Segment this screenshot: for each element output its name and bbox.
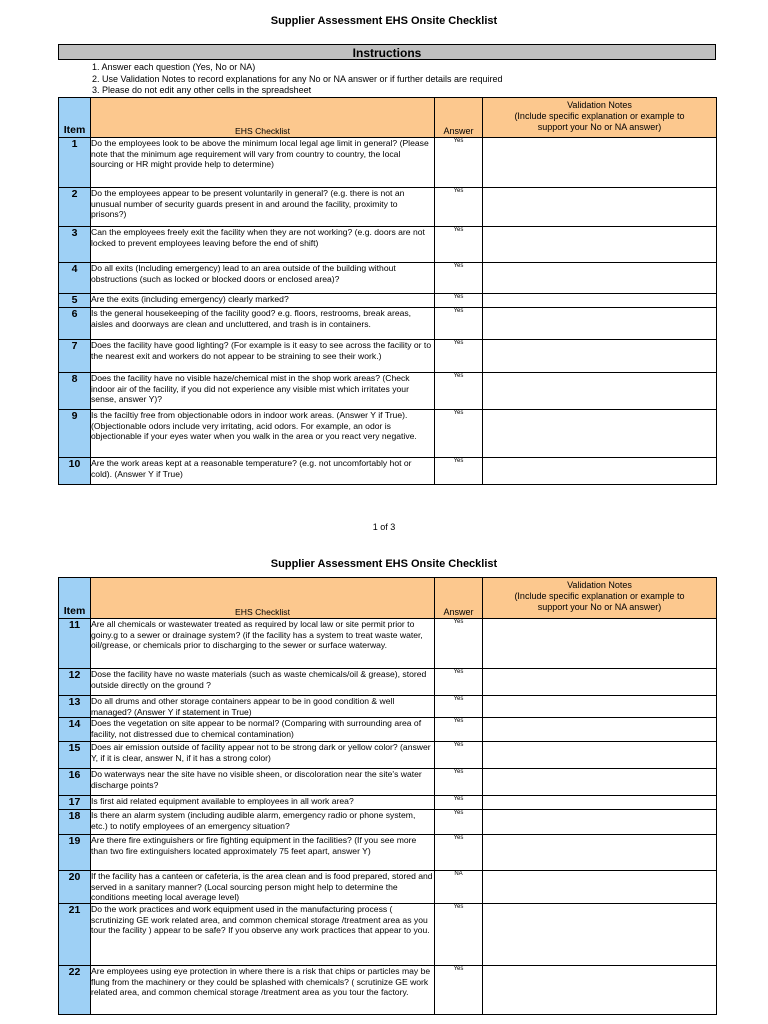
item-number: 15 [59,742,91,769]
item-number: 21 [59,904,91,966]
table-row [59,696,717,718]
checklist-question: Does air emission outside of facility appear not to be strong dark or yellow color? (answer Y, if it is clear, answer N, if it has a strong color) [91,742,435,769]
answer-cell[interactable]: Yes [435,227,483,263]
header-notes-line: Validation Notes [567,580,632,590]
validation-notes-cell[interactable] [483,669,717,696]
answer-cell[interactable]: Yes [435,742,483,769]
instructions-heading: Instructions [58,44,716,60]
validation-notes-cell[interactable] [483,263,717,294]
table-header-row [59,578,717,619]
header-answer: Answer [435,578,483,619]
instruction-line: 3. Please do not edit any other cells in the spreadsheet [92,85,312,95]
answer-cell[interactable]: Yes [435,718,483,742]
checklist-question: Is the faciltiy free from objectionable odors in indoor work areas. (Answer Y if True). (Objectionable odors include very irritating, acid odors. For example, an odor is objectionable if your eyes water when you walk in the area or you react very negative. [91,410,435,458]
item-number: 17 [59,796,91,810]
checklist-table-page2 [58,577,717,1015]
item-number: 22 [59,966,91,1015]
table-row [59,410,717,458]
validation-notes-cell[interactable] [483,188,717,227]
header-notes-line: support your No or NA answer) [537,122,662,132]
validation-notes-cell[interactable] [483,966,717,1015]
table-row [59,742,717,769]
checklist-question: Are the work areas kept at a reasonable temperature? (e.g. not uncomfortably hot or cold). (Answer Y if True) [91,458,435,485]
item-number: 14 [59,718,91,742]
header-validation-notes [483,578,717,619]
validation-notes-cell[interactable] [483,308,717,340]
validation-notes-cell[interactable] [483,373,717,410]
validation-notes-cell[interactable] [483,871,717,904]
table-row [59,619,717,669]
checklist-question: Are all chemicals or wastewater treated as required by local law or site permit prior to goiny.g to a sewer or drainage system? (if the facility has a system to treat waste water, oil/grease, or chemicals prior to discharging to the sewer or surface waterway. [91,619,435,669]
item-number: 6 [59,308,91,340]
validation-notes-cell[interactable] [483,796,717,810]
table-row [59,718,717,742]
header-notes-line: (Include specific explanation or example to [514,591,685,601]
item-number: 20 [59,871,91,904]
item-number: 10 [59,458,91,485]
answer-cell[interactable]: Yes [435,340,483,373]
checklist-question: Is first aid related equipment available to employees in all work area? [91,796,435,810]
answer-cell[interactable]: Yes [435,308,483,340]
answer-cell[interactable]: Yes [435,835,483,871]
answer-cell[interactable]: Yes [435,904,483,966]
table-row [59,769,717,796]
checklist-question: Does the facility have good lighting? (For example is it easy to see across the facility or to the nearest exit and workers do not appear to be straining to see their work.) [91,340,435,373]
page-title: Supplier Assessment EHS Onsite Checklist [270,15,498,27]
checklist-question: Are employees using eye protection in where there is a risk that chips or particles may be flung from the machinery or they could be splashed with chemicals? ( scrutinize GE work related area, and common chemical storage /treatment area as you tour the factory. [91,966,435,1015]
item-number: 12 [59,669,91,696]
table-row [59,966,717,1015]
table-row [59,340,717,373]
answer-cell[interactable]: Yes [435,373,483,410]
table-row [59,669,717,696]
table-row [59,294,717,308]
validation-notes-cell[interactable] [483,810,717,835]
answer-cell[interactable]: Yes [435,966,483,1015]
answer-cell[interactable]: Yes [435,619,483,669]
checklist-question: If the facility has a canteen or cafeteria, is the area clean and is food prepared, stored and served in a sanitary manner? (Local sourcing person might help to determine the conditions meeting local average level) [91,871,433,902]
validation-notes-cell[interactable] [483,138,717,188]
header-item: Item [59,578,91,619]
page-title-2: Supplier Assessment EHS Onsite Checklist [270,558,498,570]
item-number: 4 [59,263,91,294]
item-number: 8 [59,373,91,410]
answer-cell[interactable]: NA [435,871,483,904]
table-row [59,263,717,294]
item-number: 16 [59,769,91,796]
validation-notes-cell[interactable] [483,769,717,796]
header-notes-line: Validation Notes [567,100,632,110]
header-checklist: EHS Checklist [91,98,435,138]
answer-cell[interactable]: Yes [435,458,483,485]
validation-notes-cell[interactable] [483,458,717,485]
answer-cell[interactable]: Yes [435,769,483,796]
checklist-question: Does the vegetation on site appear to be normal? (Comparing with surrounding area of facility, not distressed due to chemical contamination) [91,718,435,742]
checklist-question: Is there an alarm system (including audible alarm, emergency radio or phone system, etc.) to notify employees of an emergency situation? [91,810,435,835]
instruction-line: 1. Answer each question (Yes, No or NA) [92,62,256,72]
table-row [59,227,717,263]
answer-cell[interactable]: Yes [435,669,483,696]
validation-notes-cell[interactable] [483,227,717,263]
answer-cell[interactable]: Yes [435,810,483,835]
validation-notes-cell[interactable] [483,696,717,718]
item-number: 13 [59,696,91,718]
table-row [59,835,717,871]
validation-notes-cell[interactable] [483,835,717,871]
checklist-question: Do the work practices and work equipment used in the manufacturing process ( scrutinizing GE work related area, and common chemical storage /treatment area as you tour the facility ) appear to be safe? If you observe any work practices that appear to you. [91,904,435,966]
checklist-question: Can the employees freely exit the facility when they are not working? (e.g. doors are not locked to prevent employees leaving before the end of shift) [91,227,435,263]
header-answer: Answer [435,98,483,138]
checklist-question: Do the employees look to be above the minimum local legal age limit in general? (Please note that the minimum age requirement will vary from country to country, the local sourcing or HR might provide help to determine) [91,138,435,188]
checklist-table-page1 [58,97,717,485]
page-number: 1 of 3 [372,522,396,532]
answer-cell[interactable]: Yes [435,796,483,810]
validation-notes-cell[interactable] [483,904,717,966]
instructions-list [92,62,503,97]
checklist-question: Does the facility have no visible haze/chemical mist in the shop work areas? (Check indoor air of the facility, if you did not experience any visible mist which irritates your sense, answer Y)? [91,373,435,410]
validation-notes-cell[interactable] [483,294,717,308]
table-row [59,904,717,966]
table-header-row [59,98,717,138]
item-number: 11 [59,619,91,669]
item-number: 3 [59,227,91,263]
instruction-line: 2. Use Validation Notes to record explanations for any No or NA answer or if further details are required [92,73,503,84]
item-number: 2 [59,188,91,227]
header-notes-line: support your No or NA answer) [537,602,662,612]
validation-notes-cell[interactable] [483,410,717,458]
table-row [59,373,717,410]
validation-notes-cell[interactable] [483,619,717,669]
checklist-question: Do all exits (Including emergency) lead to an area outside of the building without obstructions (such as locked or blocked doors or enclosed area)? [91,263,435,294]
item-number: 18 [59,810,91,835]
table-row [59,871,717,904]
item-number: 7 [59,340,91,373]
checklist-question: Do all drums and other storage containers appear to be in good condition & well managed? (Answer Y if statement in True) [91,696,435,718]
item-number: 1 [59,138,91,188]
answer-cell[interactable]: Yes [435,263,483,294]
checklist-question: Are there fire extinguishers or fire fighting equipment in the facilities? (If you see more than two fire extinguishers located approximately 75 feet apart, answer Y) [91,835,435,871]
item-number: 5 [59,294,91,308]
answer-cell[interactable]: Yes [435,410,483,458]
validation-notes-cell[interactable] [483,742,717,769]
header-item: Item [59,98,91,138]
table-row [59,796,717,810]
checklist-question: Is the general housekeeping of the facility good? e.g. floors, restrooms, break areas, aisles and doorways are clean and uncluttered, and trash is in containers. [91,308,435,340]
checklist-question: Are the exits (including emergency) clearly marked? [91,294,435,308]
answer-cell[interactable]: Yes [435,138,483,188]
answer-cell[interactable]: Yes [435,294,483,308]
table-row [59,308,717,340]
header-notes-line: (Include specific explanation or example to [514,111,685,121]
answer-cell[interactable]: Yes [435,188,483,227]
table-row [59,810,717,835]
validation-notes-cell[interactable] [483,340,717,373]
checklist-question: Do waterways near the site have no visible sheen, or discoloration near the site's water discharge points? [91,769,435,796]
checklist-question: Dose the facility have no waste materials (such as waste chemicals/oil & grease), stored outside directly on the ground ? [91,669,435,696]
table-row [59,458,717,485]
validation-notes-cell[interactable] [483,718,717,742]
header-checklist: EHS Checklist [91,578,435,619]
item-number: 19 [59,835,91,871]
table-row [59,138,717,188]
header-validation-notes [483,98,717,138]
table-row [59,188,717,227]
item-number: 9 [59,410,91,458]
checklist-question: Do the employees appear to be present voluntarily in general? (e.g. there is not an unusual number of security guards present in and around the facility, proximity to prisons?) [91,188,435,227]
answer-cell[interactable]: Yes [435,696,483,718]
